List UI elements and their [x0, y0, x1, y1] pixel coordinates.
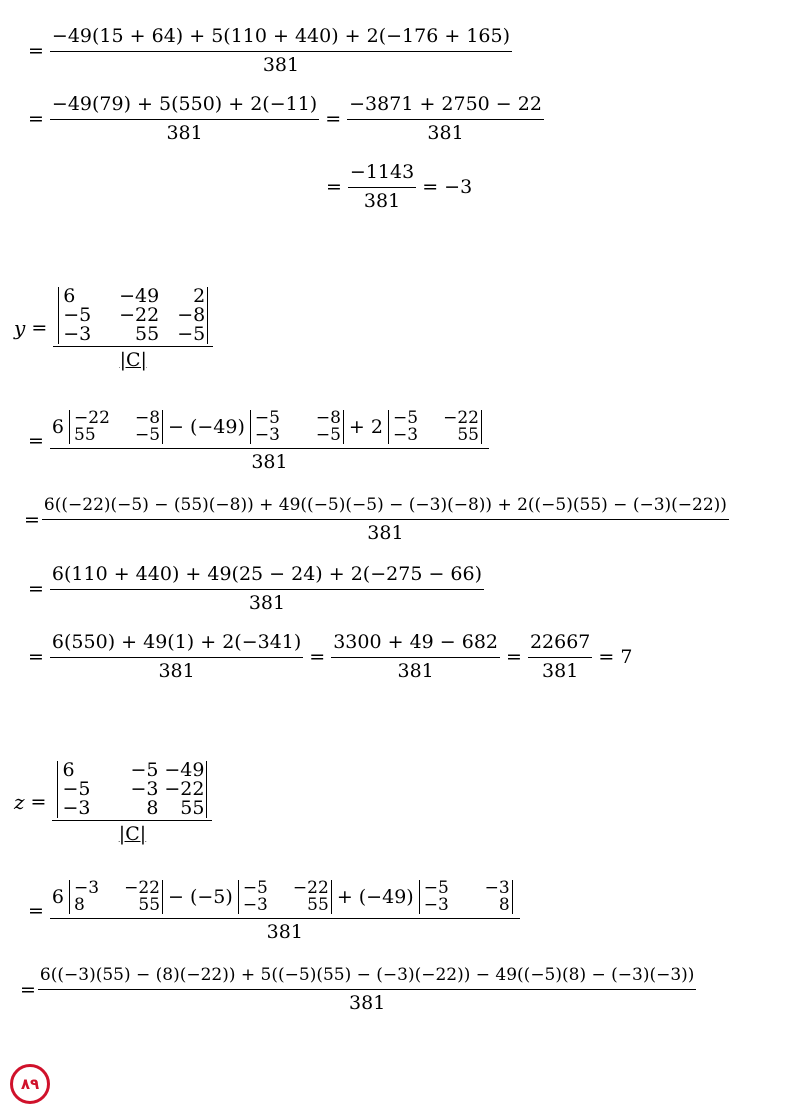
numerator: 6(110 + 440) + 49(25 − 24) + 2(−275 − 66): [50, 564, 484, 590]
z-step-4: = 6((−3)(55) − (8)(−22)) + 5((−5)(55) − (−3)(−22)) − 49((−5)(8) − (−3)(−3)) 381: [20, 965, 695, 1014]
y-result: = 7: [598, 645, 633, 668]
z-expansion: = 6 −3 −22 8 55 − (−5) −5 −22 −3 55 + (−49) −5 −3 −3 8 381: [22, 880, 520, 943]
numerator: −49(79) + 5(550) + 2(−11): [50, 94, 319, 120]
denominator: 381: [367, 521, 404, 544]
det-c-denominator: |C|: [118, 823, 147, 845]
numerator: 6(550) + 49(1) + 2(−341): [50, 632, 303, 658]
denominator: 381: [427, 121, 464, 144]
numerator: 6((−22)(−5) − (55)(−8)) + 49((−5)(−5) − (−3)(−8)) + 2((−5)(55) − (−3)(−22)): [42, 496, 729, 520]
numerator: 22667: [528, 632, 592, 658]
minor-1: −22 −8 55 −5: [69, 410, 163, 444]
variable-y: y: [14, 316, 26, 341]
denominator: 381: [363, 189, 401, 212]
y-determinant: 6 −49 2 −5 −22 −8 −3 55 −5: [58, 287, 208, 344]
variable-z: z: [14, 790, 25, 815]
denominator: 381: [158, 659, 195, 682]
denominator: 381: [248, 591, 286, 614]
page-number-badge: [10, 1064, 50, 1104]
x-step-3: = $\frac{-1143}{381}$ = −3: [326, 161, 473, 212]
y-expansion: = 6 −22 −8 55 −5 − (−49) −5 −8 −3 −5 + 2 −5 −22 −3 55 381: [22, 410, 489, 473]
minor-2: −5 −8 −3 −5: [250, 410, 344, 444]
numerator: −1143: [348, 162, 416, 188]
numerator: −49(15 + 64) + 5(110 + 440) + 2(−176 + 165): [50, 26, 512, 52]
z-determinant: 6 −5 −49 −5 −3 −22 −3 8 55: [57, 761, 207, 818]
denominator: 381: [349, 991, 386, 1014]
z-definition: z = 6 −5 −49 −5 −3 −22 −3 8 55 |C|: [14, 760, 212, 845]
y-step-4: = 6((−22)(−5) − (55)(−8)) + 49((−5)(−5) − (−3)(−8)) + 2((−5)(55) − (−3)(−22)) 381: [24, 495, 727, 544]
numerator: 3300 + 49 − 682: [331, 632, 500, 658]
denominator: 381: [166, 121, 203, 144]
minor-3: −5 −3 −3 8: [419, 880, 513, 914]
minor-1: −3 −22 8 55: [69, 880, 163, 914]
denominator: 381: [542, 659, 579, 682]
denominator: 381: [397, 659, 434, 682]
minor-3: −5 −22 −3 55: [388, 410, 482, 444]
y-definition: y = 6 −49 2 −5 −22 −8 −3 55 −5 |C|: [14, 286, 213, 371]
y-step-6: = $\frac{6(550) + 49(1) + 2(-341)}{381}$ = $\frac{3300 + 49 - 682}{381}$ = $\frac{22667}{381}$ = 7: [28, 631, 633, 682]
denominator: 381: [262, 53, 300, 76]
numerator: −3871 + 2750 − 22: [347, 94, 544, 120]
numerator: 6((−3)(55) − (8)(−22)) + 5((−5)(55) − (−3)(−22)) − 49((−5)(8) − (−3)(−3)): [38, 966, 697, 990]
minor-2: −5 −22 −3 55: [238, 880, 332, 914]
x-step-2: = $\frac{-49(79) + 5(550) + 2(-11)}{381}$ = $\frac{-3871 + 2750 - 22}{381}$: [28, 93, 542, 144]
page-number: ٨٩: [20, 1075, 40, 1093]
x-result: = −3: [422, 175, 473, 198]
y-step-5: = $\frac{6(110 + 440) + 49(25 - 24) + 2(-275 - 66)}{381}$: [28, 563, 482, 614]
det-c-denominator: |C|: [119, 349, 147, 371]
x-step-1: = $\frac{-49(15 + 64) + 5(110 + 440) + 2(-176 + 165)}{381}$: [28, 25, 510, 76]
